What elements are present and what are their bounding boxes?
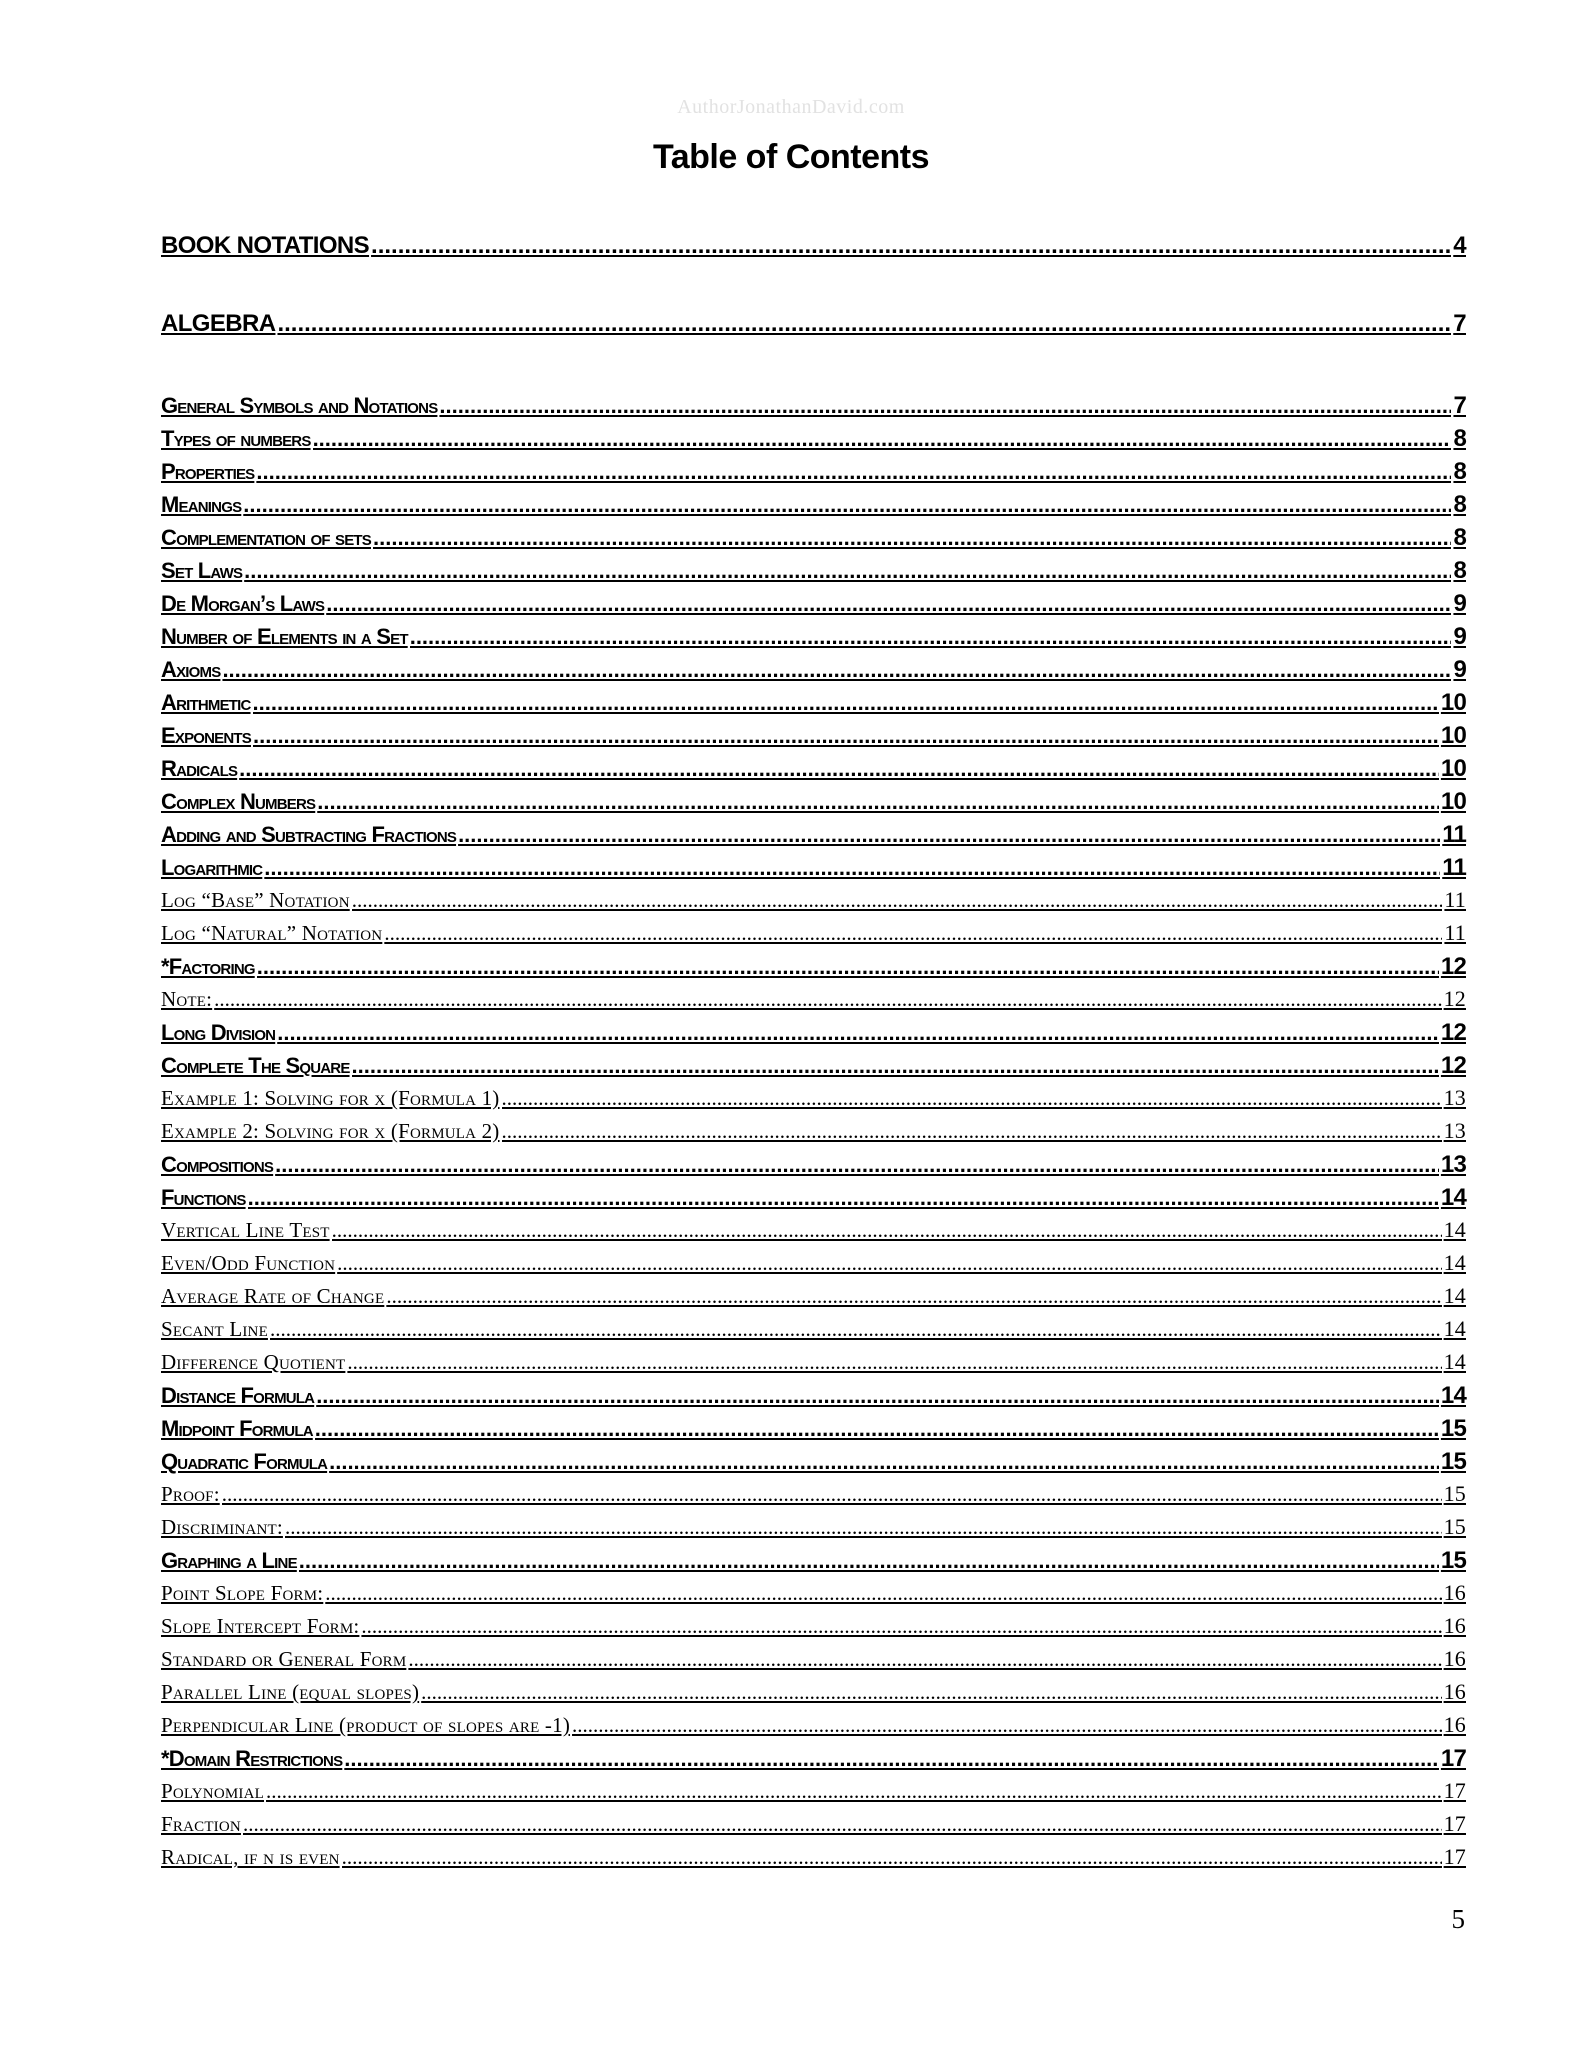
dot-leader <box>277 310 1451 338</box>
dot-leader <box>421 1680 1441 1705</box>
dot-leader <box>342 1845 1442 1870</box>
toc-entry-page: 12 <box>1440 953 1466 980</box>
toc-entry[interactable] <box>161 986 1466 1012</box>
dot-leader <box>270 1317 1442 1342</box>
toc-entry-label: Complex Numbers <box>161 789 316 814</box>
toc-entry[interactable] <box>161 1679 1466 1705</box>
toc-entry-label: Note: <box>161 987 213 1011</box>
watermark-text: AuthorJonathanDavid.com <box>677 96 905 118</box>
toc-entry-page: 12 <box>1440 1052 1466 1079</box>
dot-leader <box>332 1218 1442 1243</box>
toc-entry[interactable] <box>161 1118 1466 1144</box>
dot-leader <box>299 1548 1439 1574</box>
toc-entry-label: *Domain Restrictions <box>161 1746 343 1771</box>
toc-entry-page: 9 <box>1453 590 1466 617</box>
toc-entry-page: 16 <box>1443 1580 1466 1605</box>
toc-entry[interactable] <box>161 1613 1466 1639</box>
dot-leader <box>313 426 1452 452</box>
toc-entry[interactable] <box>161 887 1466 913</box>
toc-entry-page: 11 <box>1444 887 1466 912</box>
toc-entry-page: 13 <box>1440 1151 1466 1178</box>
dot-leader <box>408 1647 1441 1672</box>
toc-entry[interactable] <box>161 458 1466 486</box>
toc-entry-page: 8 <box>1453 557 1466 584</box>
toc-entry-page: 14 <box>1443 1349 1466 1374</box>
dot-leader <box>264 855 1440 881</box>
toc-entry-label: Set Laws <box>161 558 243 583</box>
toc-entry-page: 10 <box>1440 689 1466 716</box>
dot-leader <box>253 690 1439 716</box>
dot-leader <box>315 1416 1439 1442</box>
toc-entry[interactable] <box>161 920 1466 946</box>
dot-leader <box>222 657 1451 683</box>
toc-entry-label: Perpendicular Line (product of slopes are -1) <box>161 1713 571 1737</box>
toc-entry-label: Meanings <box>161 492 242 517</box>
dot-leader <box>361 1614 1441 1639</box>
dot-leader <box>244 558 1451 584</box>
toc-entry-label: Slope Intercept Form: <box>161 1614 360 1638</box>
toc-entry-label: Log “Natural” Notation <box>161 921 383 945</box>
toc-entry-label: Even/Odd Function <box>161 1251 336 1275</box>
toc-entry-label: Vertical Line Test <box>161 1218 330 1242</box>
dot-leader <box>316 1383 1439 1409</box>
toc-entry-page: 8 <box>1453 524 1466 551</box>
dot-leader <box>439 393 1451 419</box>
toc-entry-page: 17 <box>1443 1778 1466 1803</box>
toc-entry-page: 15 <box>1440 1547 1466 1574</box>
toc-entry[interactable] <box>161 1448 1466 1476</box>
dot-leader <box>371 232 1451 260</box>
toc-entry-label: Midpoint Formula <box>161 1416 313 1441</box>
toc-entry-page: 17 <box>1443 1811 1466 1836</box>
toc-entry[interactable] <box>161 1283 1466 1309</box>
toc-entry-page: 14 <box>1440 1184 1466 1211</box>
toc-entry-page: 10 <box>1440 755 1466 782</box>
toc-entry-page: 9 <box>1453 656 1466 683</box>
toc-entry[interactable] <box>161 1316 1466 1342</box>
toc-entry[interactable] <box>161 491 1466 519</box>
toc-entry-label: Radicals <box>161 756 238 781</box>
toc-entry-label: Graphing a Line <box>161 1548 297 1573</box>
toc-entry[interactable] <box>161 425 1466 453</box>
toc-entry-page: 14 <box>1443 1217 1466 1242</box>
toc-entry-label: Radical, if n is even <box>161 1845 340 1869</box>
toc-entry-label: General Symbols and Notations <box>161 393 438 418</box>
toc-entry-page: 17 <box>1440 1745 1466 1772</box>
toc-entry[interactable] <box>161 953 1466 981</box>
toc-entry-label: Axioms <box>161 657 221 682</box>
toc-entry[interactable] <box>161 1580 1466 1606</box>
toc-entry-label: Fraction <box>161 1812 241 1836</box>
dot-leader <box>243 492 1451 518</box>
dot-leader <box>502 1119 1442 1144</box>
toc-entry[interactable] <box>161 1547 1466 1575</box>
dot-leader <box>239 756 1439 782</box>
toc-entry[interactable] <box>161 1085 1466 1111</box>
toc-entry-page: 11 <box>1444 920 1466 945</box>
dot-leader <box>248 1185 1439 1211</box>
toc-entry-page: 11 <box>1442 821 1466 848</box>
toc-entry-label: Types of numbers <box>161 426 311 451</box>
toc-entry[interactable] <box>161 689 1466 717</box>
toc-entry[interactable] <box>161 1745 1466 1773</box>
toc-entry-page: 9 <box>1453 623 1466 650</box>
toc-entry-page: 15 <box>1440 1415 1466 1442</box>
toc-entry-label: Example 1: Solving for x (Formula 1) <box>161 1086 500 1110</box>
toc-entry-page: 17 <box>1443 1844 1466 1869</box>
dot-leader <box>352 1053 1439 1079</box>
toc-entry-label: Example 2: Solving for x (Formula 2) <box>161 1119 500 1143</box>
toc-entry-label: Proof: <box>161 1482 220 1506</box>
toc-entry-algebra[interactable] <box>161 310 1466 338</box>
toc-entry[interactable] <box>161 1250 1466 1276</box>
toc-entry-page: 7 <box>1453 392 1466 419</box>
toc-entry-page: 16 <box>1443 1712 1466 1737</box>
toc-entry-label: Polynomial <box>161 1779 264 1803</box>
toc-entry-page: 14 <box>1443 1283 1466 1308</box>
toc-entry-label: Log “Base” Notation <box>161 888 350 912</box>
toc-entry-label: Logarithmic <box>161 855 263 880</box>
dot-leader <box>256 459 1451 485</box>
toc-entry-label: Adding and Subtracting Fractions <box>161 822 457 847</box>
toc-entry-label: Distance Formula <box>161 1383 315 1408</box>
toc-entry-page: 12 <box>1443 986 1466 1011</box>
toc-entry-label: BOOK NOTATIONS <box>161 232 370 259</box>
toc-entry[interactable] <box>161 1712 1466 1738</box>
dot-leader <box>222 1482 1442 1507</box>
toc-entry[interactable] <box>161 1811 1466 1837</box>
dot-leader <box>572 1713 1442 1738</box>
toc-entry[interactable] <box>161 1514 1466 1540</box>
toc-entry[interactable] <box>161 557 1466 585</box>
dot-leader <box>326 591 1451 617</box>
dot-leader <box>266 1779 1442 1804</box>
toc-entry[interactable] <box>161 1019 1466 1047</box>
toc-entry-page: 15 <box>1443 1514 1466 1539</box>
dot-leader <box>275 1152 1439 1178</box>
toc-entry-page: 8 <box>1453 425 1466 452</box>
dot-leader <box>277 1020 1439 1046</box>
dot-leader <box>347 1350 1441 1375</box>
dot-leader <box>325 1581 1441 1606</box>
toc-entry-label: Exponents <box>161 723 251 748</box>
table-of-contents <box>161 0 1466 2048</box>
dot-leader <box>317 789 1439 815</box>
toc-entry[interactable] <box>161 1481 1466 1507</box>
toc-entry-label: De Morgan’s Laws <box>161 591 325 616</box>
toc-entry-page: 15 <box>1440 1448 1466 1475</box>
toc-entry[interactable] <box>161 656 1466 684</box>
dot-leader <box>243 1812 1442 1837</box>
toc-entry[interactable] <box>161 854 1466 882</box>
toc-entry-page: 13 <box>1443 1118 1466 1143</box>
toc-entry[interactable] <box>161 1415 1466 1443</box>
toc-entry-label: Quadratic Formula <box>161 1449 328 1474</box>
toc-entry-page: 8 <box>1453 458 1466 485</box>
toc-entry-page: 4 <box>1453 232 1466 259</box>
toc-entry-label: Arithmetic <box>161 690 251 715</box>
toc-entry-page: 14 <box>1443 1250 1466 1275</box>
toc-entry[interactable] <box>161 1844 1466 1870</box>
toc-entry[interactable] <box>161 1778 1466 1804</box>
toc-entry-page: 12 <box>1440 1019 1466 1046</box>
toc-entry-page: 10 <box>1440 722 1466 749</box>
toc-entry-label: Discriminant: <box>161 1515 283 1539</box>
toc-entry[interactable] <box>161 1151 1466 1179</box>
dot-leader <box>329 1449 1439 1475</box>
toc-entry-page: 8 <box>1453 491 1466 518</box>
dot-leader <box>344 1746 1439 1772</box>
toc-entry-book-notations[interactable] <box>161 232 1466 260</box>
toc-entry-label: Average Rate of Change <box>161 1284 385 1308</box>
dot-leader <box>386 1284 1441 1309</box>
dot-leader <box>502 1086 1442 1111</box>
dot-leader <box>214 987 1441 1012</box>
dot-leader <box>458 822 1440 848</box>
toc-entry-label: Long Division <box>161 1020 276 1045</box>
toc-entry[interactable] <box>161 788 1466 816</box>
page-number: 5 <box>1451 1904 1465 1934</box>
dot-leader <box>373 525 1451 551</box>
toc-entry-page: 14 <box>1443 1316 1466 1341</box>
toc-entry-page: 11 <box>1442 854 1466 881</box>
dot-leader <box>410 624 1452 650</box>
toc-entry-label: Difference Quotient <box>161 1350 346 1374</box>
toc-entry-label: Number of Elements in a Set <box>161 624 408 649</box>
toc-entry-page: 16 <box>1443 1613 1466 1638</box>
toc-entry-page: 14 <box>1440 1382 1466 1409</box>
toc-entry-label: Properties <box>161 459 255 484</box>
toc-entry-label: *Factoring <box>161 954 255 979</box>
dot-leader <box>253 723 1439 749</box>
toc-entry-label: ALGEBRA <box>161 310 276 337</box>
toc-entry[interactable] <box>161 392 1466 420</box>
toc-entry[interactable] <box>161 755 1466 783</box>
toc-entry-page: 16 <box>1443 1679 1466 1704</box>
toc-entry[interactable] <box>161 623 1466 651</box>
toc-entry[interactable] <box>161 722 1466 750</box>
toc-entry[interactable] <box>161 1052 1466 1080</box>
toc-entry[interactable] <box>161 590 1466 618</box>
toc-entry[interactable] <box>161 524 1466 552</box>
toc-entry-page: 15 <box>1443 1481 1466 1506</box>
toc-entry[interactable] <box>161 821 1466 849</box>
toc-entry[interactable] <box>161 1217 1466 1243</box>
toc-entry[interactable] <box>161 1646 1466 1672</box>
toc-entry-label: Complementation of sets <box>161 525 371 550</box>
toc-entry-label: Complete The Square <box>161 1053 350 1078</box>
toc-entry-label: Functions <box>161 1185 246 1210</box>
toc-entry-page: 13 <box>1443 1085 1466 1110</box>
toc-entry-label: Parallel Line (equal slopes) <box>161 1680 420 1704</box>
toc-entry[interactable] <box>161 1382 1466 1410</box>
dot-leader <box>337 1251 1441 1276</box>
page-title: Table of Contents <box>652 138 930 176</box>
toc-entry-label: Compositions <box>161 1152 274 1177</box>
dot-leader <box>285 1515 1442 1540</box>
toc-entry[interactable] <box>161 1184 1466 1212</box>
toc-entry[interactable] <box>161 1349 1466 1375</box>
toc-entry-label: Point Slope Form: <box>161 1581 324 1605</box>
toc-entry-page: 16 <box>1443 1646 1466 1671</box>
toc-entry-label: Standard or General Form <box>161 1647 407 1671</box>
toc-entry-page: 10 <box>1440 788 1466 815</box>
dot-leader <box>384 921 1442 946</box>
toc-entry-page: 7 <box>1453 310 1466 337</box>
dot-leader <box>257 954 1439 980</box>
toc-entry-label: Secant Line <box>161 1317 268 1341</box>
dot-leader <box>352 888 1443 913</box>
